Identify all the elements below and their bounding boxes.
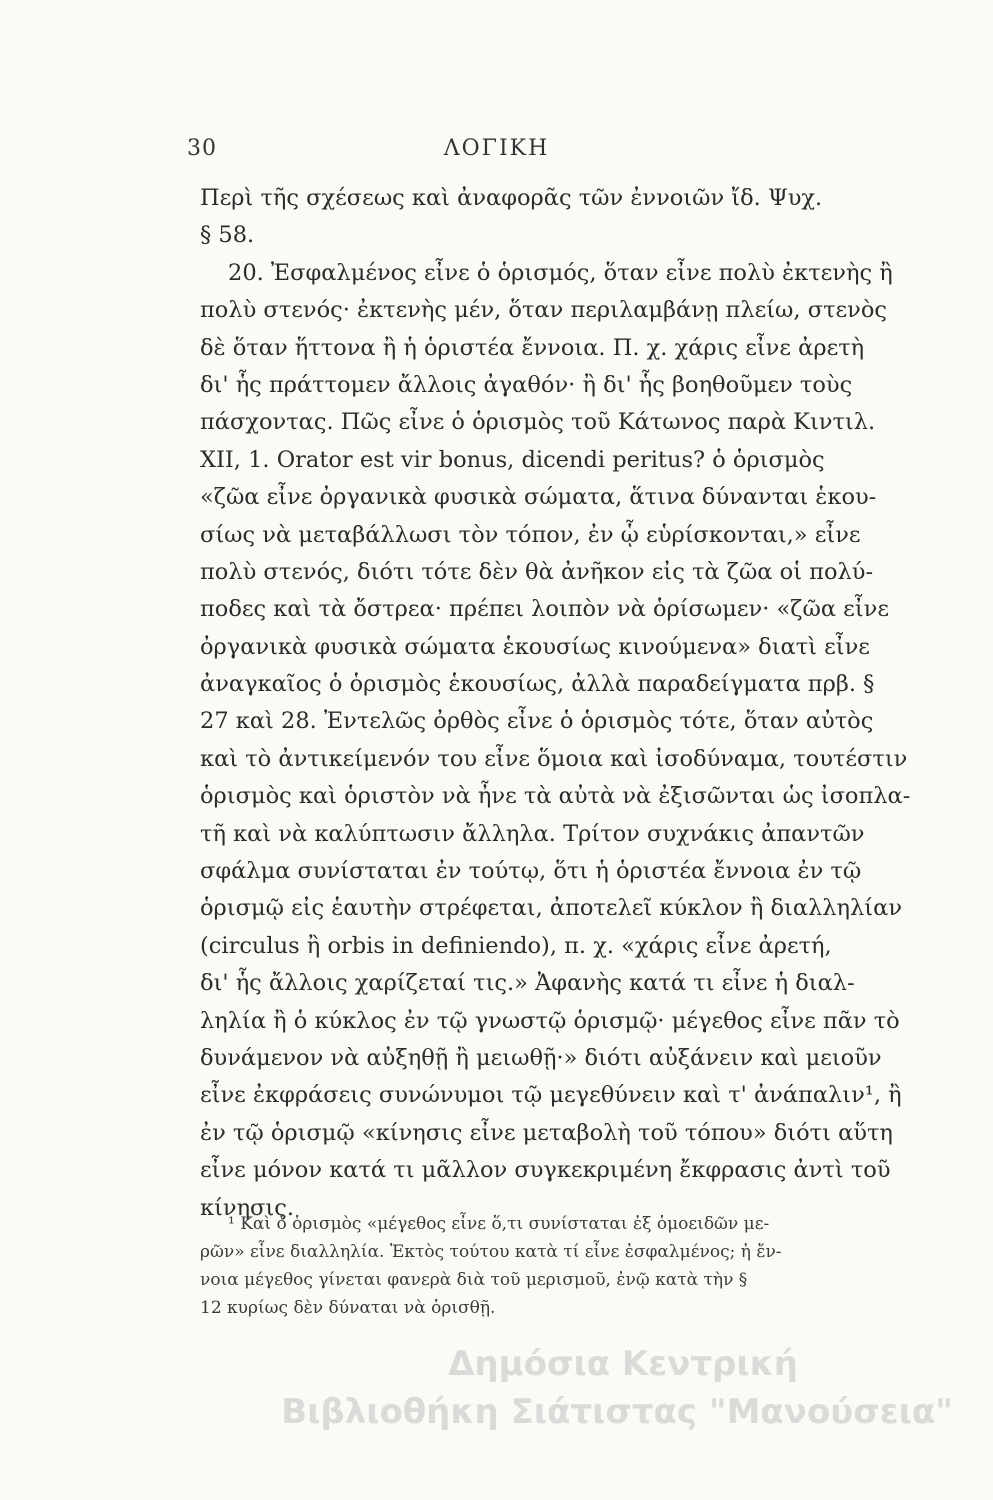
text-line: σίως νὰ μεταβάλλωσι τὸν τόπον, ἐν ᾧ εὑρίσκονται,» εἶνε bbox=[200, 521, 861, 548]
text-line: καὶ τὸ ἀντικείμενόν του εἶνε ὅμοια καὶ ἰσοδύναμα, τουτέστιν bbox=[200, 745, 908, 772]
text-line: εἶνε ἐκφράσεις συνώνυμοι τῷ μεγεθύνειν καὶ τ' ἀνάπαλιν¹, ἢ bbox=[200, 1082, 902, 1109]
text-line: πολὺ στενός· ἐκτενὴς μέν, ὅταν περιλαμβάνῃ πλείω, στενὸς bbox=[200, 297, 887, 324]
text-line: ὁρισμὸς καὶ ὁριστὸν νὰ ἦνε τὰ αὐτὰ νὰ ἐξισῶνται ὡς ἰσοπλα- bbox=[200, 783, 910, 810]
footnote-line: ρῶν» εἶνε διαλληλία. Ἐκτὸς τούτου κατὰ τί εἶνε ἐσφαλμένος; ἡ ἔν- bbox=[200, 1242, 782, 1262]
page-number: 30 bbox=[187, 136, 217, 161]
text-line: ὀργανικὰ φυσικὰ σώματα ἑκουσίως κινούμενα» διατὶ εἶνε bbox=[200, 633, 870, 660]
footnote-line: νοια μέγεθος γίνεται φανερὰ διὰ τοῦ μερισμοῦ, ἐνῷ κατὰ τὴν § bbox=[200, 1270, 748, 1290]
footnote-line: 12 κυρίως δὲν δύναται νὰ ὁρισθῇ. bbox=[200, 1298, 496, 1318]
text-line: ὁρισμῷ εἰς ἑαυτὴν στρέφεται, ἀποτελεῖ κύκλον ἢ διαλληλίαν bbox=[200, 895, 902, 922]
footnotes bbox=[200, 1210, 910, 1322]
text-line: πολὺ στενός, διότι τότε δὲν θὰ ἀνῆκον εἰς τὰ ζῶα οἱ πολύ- bbox=[200, 558, 874, 585]
text-line: 27 καὶ 28. Ἐντελῶς ὀρθὸς εἶνε ὁ ὁρισμὸς τότε, ὅταν αὐτὸς bbox=[200, 708, 874, 735]
text-line: πάσχοντας. Πῶς εἶνε ὁ ὁρισμὸς τοῦ Κάτωνος παρὰ Κιντιλ. bbox=[200, 409, 876, 436]
text-line: δι' ἧς ἄλλοις χαρίζεταί τις.» Ἀφανὴς κατά τι εἶνε ἡ διαλ- bbox=[200, 970, 855, 997]
footnote-line: ¹ Καὶ ὁ ὁρισμὸς «μέγεθος εἶνε ὅ,τι συνίσταται ἐξ ὁμοειδῶν με- bbox=[228, 1214, 770, 1234]
watermark-line: Δημόσια Κεντρική bbox=[448, 1344, 798, 1384]
text-line: ληλία ἢ ὁ κύκλος ἐν τῷ γνωστῷ ὁρισμῷ· μέγεθος εἶνε πᾶν τὸ bbox=[200, 1007, 900, 1034]
watermark-line: Βιβλιοθήκη Σιάτιστας "Μανούσεια" bbox=[281, 1392, 953, 1432]
text-line: (circulus ἢ orbis in definiendo), π. χ. «χάρις εἶνε ἀρετή, bbox=[200, 932, 832, 959]
text-line: εἶνε μόνον κατά τι μᾶλλον συγκεκριμένη ἔκφρασις ἀντὶ τοῦ bbox=[200, 1157, 891, 1184]
text-line: ἐν τῷ ὁρισμῷ «κίνησις εἶνε μεταβολὴ τοῦ τόπου» διότι αὕτη bbox=[200, 1119, 893, 1146]
text-line: δυνάμενον νὰ αὐξηθῇ ἢ μειωθῇ·» διότι αὐξάνειν καὶ μειοῦν bbox=[200, 1044, 882, 1071]
text-line: δὲ ὅταν ἥττονα ἢ ἡ ὁριστέα ἔννοια. Π. χ. χάρις εἶνε ἀρετὴ bbox=[200, 334, 865, 361]
body-text bbox=[200, 180, 910, 1227]
text-line: 20. Ἐσφαλμένος εἶνε ὁ ὁρισμός, ὅταν εἶνε πολὺ ἐκτενὴς ἢ bbox=[228, 259, 893, 286]
running-title: ΛΟΓΙΚΗ bbox=[443, 136, 550, 161]
library-watermark bbox=[193, 1340, 953, 1436]
text-line: κίνησις. bbox=[200, 1194, 294, 1221]
text-line: XII, 1. Orator est vir bonus, dicendi peritus? ὁ ὁρισμὸς bbox=[200, 446, 825, 473]
text-line: ποδες καὶ τὰ ὄστρεα· πρέπει λοιπὸν νὰ ὁρίσωμεν· «ζῶα εἶνε bbox=[200, 596, 889, 623]
text-line: δι' ἧς πράττομεν ἄλλοις ἀγαθόν· ἢ δι' ἧς βοηθοῦμεν τοὺς bbox=[200, 371, 853, 398]
text-line: «ζῶα εἶνε ὀργανικὰ φυσικὰ σώματα, ἅτινα δύνανται ἑκου- bbox=[200, 484, 877, 511]
text-line: ἀναγκαῖος ὁ ὁρισμὸς ἑκουσίως, ἀλλὰ παραδείγματα πρβ. § bbox=[200, 671, 875, 698]
text-line: § 58. bbox=[200, 222, 255, 249]
text-line: Περὶ τῆς σχέσεως καὶ ἀναφορᾶς τῶν ἐννοιῶν ἴδ. Ψυχ. bbox=[200, 185, 823, 211]
text-line: σφάλμα συνίσταται ἐν τούτῳ, ὅτι ἡ ὁριστέα ἔννοια ἐν τῷ bbox=[200, 858, 862, 885]
text-line: τῆ καὶ νὰ καλύπτωσιν ἄλληλα. Τρίτον συχνάκις ἀπαντῶν bbox=[200, 820, 865, 847]
